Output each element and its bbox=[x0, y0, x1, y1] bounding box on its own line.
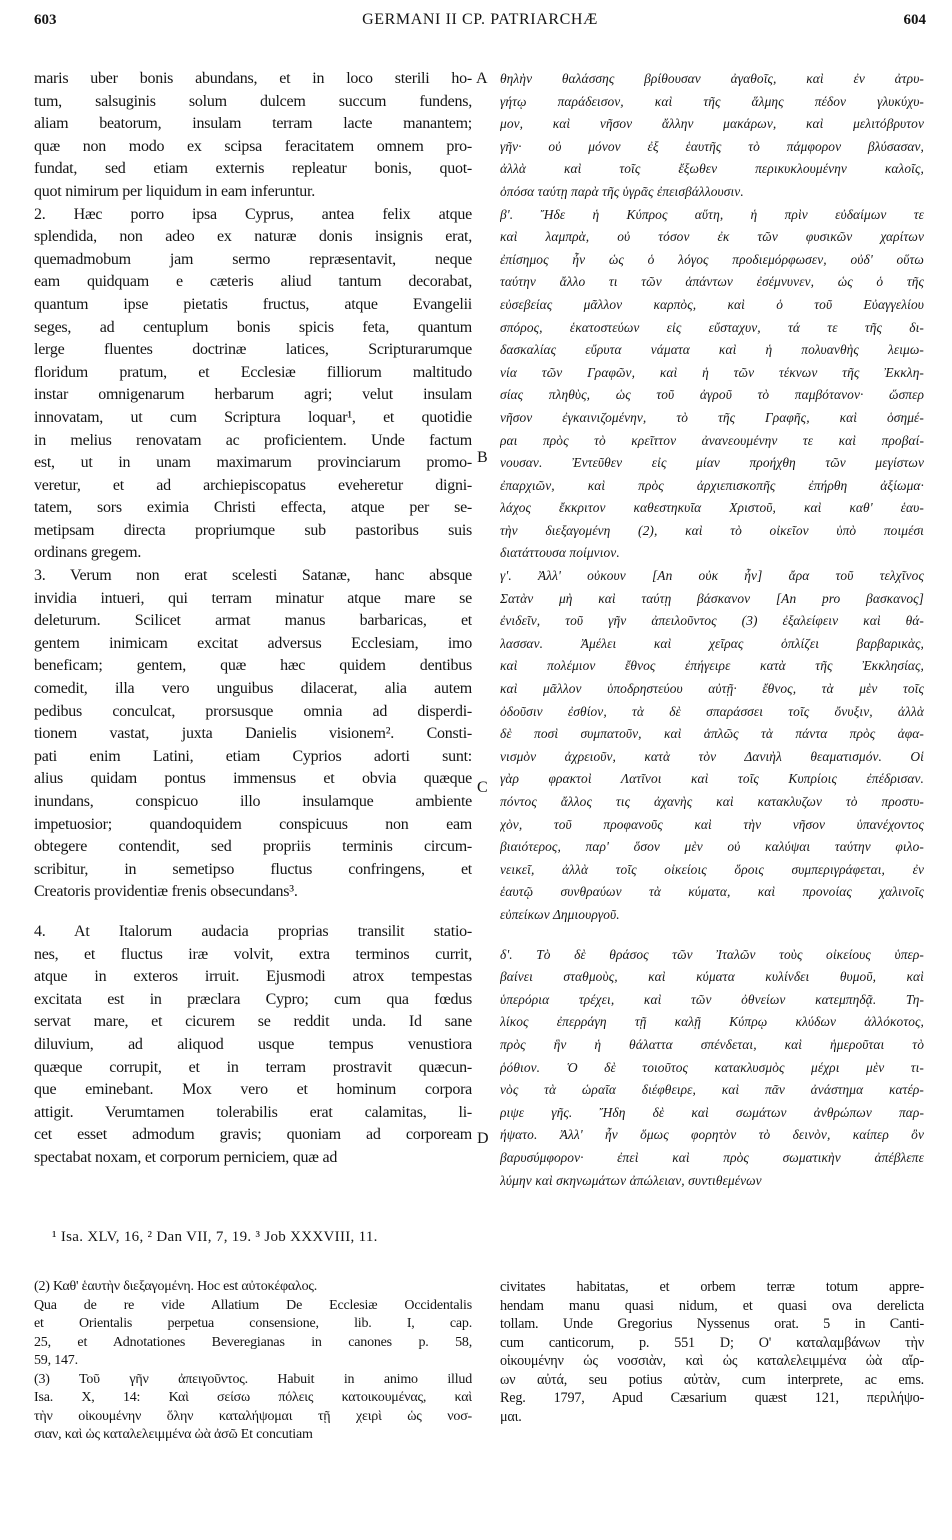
greek-text-line: ἀλλὰ καὶ τοῖς ἔξωθεν περικυκλουμένην καλοῖς, bbox=[500, 161, 924, 177]
greek-text-line: εὐσεβείας μᾶλλον καρπὸς, καὶ ὁ τοῦ Εὐαγγελίου bbox=[500, 296, 924, 312]
note-line: 25, et Adnotationes Beveregianas in canones p. 58, bbox=[34, 1334, 472, 1350]
greek-text-line: βαίνει σταθμοὺς, καὶ κύματα κυλίνδει θυμοῦ, καὶ bbox=[500, 969, 924, 985]
latin-text-line: in melius renovatam ac proficientem. Unde factum bbox=[34, 431, 472, 449]
greek-text-line: χὸν, τοῦ προφανοῦς καὶ τὴν νῆσον ὑπανέχοντος bbox=[500, 816, 924, 832]
latin-text-line: 3. Verum non erat scelesti Satanæ, hanc absque bbox=[34, 567, 472, 585]
greek-text-line: νὸς τὰ ὡραῖα διέφθειρε, καὶ πᾶν ἀνάστημα κατέρ- bbox=[500, 1082, 924, 1098]
section-marker-a: A bbox=[476, 70, 488, 87]
left-page-number: 603 bbox=[34, 12, 57, 28]
scripture-footnotes: ¹ Isa. XLV, 16, ² Dan VII, 7, 19. ³ Job XXXVIII, 11. bbox=[52, 1229, 378, 1245]
latin-text-line: deleturum. Scilicet armat manus barbaricas, et bbox=[34, 612, 472, 630]
greek-text-line: πόντος ἄλλος τις ἀχανὴς καὶ κατακλυζων τὸ προστυ- bbox=[500, 794, 924, 809]
latin-text-line: quæ non modo ex scipsa feracitatem omnem pro- bbox=[34, 137, 472, 155]
latin-text-line: veretur, et ad archiepiscopatus eveheretur digni- bbox=[34, 476, 472, 494]
latin-text-line: pati enim Latini, etiam Cyprios adorti sunt: bbox=[34, 747, 472, 765]
latin-text-line: tatem, sors eximia Christi effecta, atque per se- bbox=[34, 499, 472, 517]
greek-text-line: λύμην καὶ σκηνωμάτων ἀπώλειαν, συντιθεμένων bbox=[500, 1172, 762, 1188]
greek-text-line: δὲ ποσὶ συμπατοῦν, καὶ ἁπλῶς τὰ πάντα πρὸς ἀφα- bbox=[500, 726, 924, 742]
latin-text-line: impetuosior; quandoquidem conspicuus non eam bbox=[34, 815, 472, 833]
note-line: civitates habitatas, et orbem terræ totum appre- bbox=[500, 1279, 924, 1295]
latin-text-line: seges, ad centuplum bonis spicis feta, quantum bbox=[34, 318, 472, 336]
greek-text-line: νουσαν. Ἐντεῦθεν εἰς μίαν προήχθη τῶν μεγίστων bbox=[500, 455, 924, 471]
page-header bbox=[34, 8, 926, 38]
greek-text-line: ἐνιδεῖν, τοῦ γῆν ἀπειλοῦντος (3) ἐξαλείφειν καὶ θά- bbox=[500, 613, 924, 629]
note-line: (2) Καθ' ἑαυτὴν διεξαγομένη. Hoc est αὐτοκέφαλος. bbox=[34, 1279, 318, 1294]
note-line: οἰκουμένην ὡς νοσσιὰν, καὶ ὡς καταλελειμμένα ὠὰ αἴρ- bbox=[500, 1353, 924, 1369]
greek-column bbox=[500, 68, 924, 1192]
right-page-number: 604 bbox=[903, 12, 926, 28]
latin-text-line: splendida, non adeo ex naturæ donis insignis erat, bbox=[34, 228, 472, 246]
latin-text-line: innovatam, ut cum Scriptura loquar¹, et quotidie bbox=[34, 408, 472, 426]
note-line: ων αὐτά, seu potius αὐτὰν, cum interprete, ac ems. bbox=[500, 1371, 924, 1388]
notes-left-column bbox=[34, 1278, 472, 1445]
section-marker-b: B bbox=[477, 449, 488, 466]
latin-text-line: attigit. Verumtamen tolerabilis erat calamitas, li- bbox=[34, 1103, 472, 1121]
latin-text-line: excitata est in præclara Cypro; cum qua fœdus bbox=[34, 990, 472, 1008]
latin-text-line: alius quidam pontus immensus et obvia quæque bbox=[34, 770, 472, 788]
section-marker-c: C bbox=[477, 779, 488, 796]
latin-text-line: cet esset admodum gravis; quoniam ad corpoream bbox=[34, 1126, 472, 1144]
greek-text-line: γὰρ φρακτοὶ Λατῖνοι καὶ τοῖς Κυπρίοις ἐπέδρισαν. bbox=[500, 771, 924, 787]
latin-text-line: aliam beatorum, insulam terram lacte manantem; bbox=[34, 115, 472, 133]
notes-right-column bbox=[500, 1278, 924, 1426]
greek-text-line: δ'. Τὸ δὲ θράσος τῶν Ἰταλῶν τοὺς οἰκείους ὑπερ- bbox=[500, 946, 924, 962]
greek-text-line: λάχος ἔκκριτον καθεστηκυῖα Χριστοῦ, καὶ καθ' ἑαυ- bbox=[500, 500, 924, 516]
greek-text-line: λίκος ἐπερράγη τῇ καλῇ Κύπρῳ κλύδων ἀλλόκοτος, bbox=[500, 1014, 924, 1030]
greek-text-line: ὀδοῦσιν ἐσθίον, τὰ δὲ σπαράσσει τοῖς ὄνυξιν, ἀλλὰ bbox=[500, 703, 924, 719]
greek-text-line: ήψατο. Ἀλλ' ἦν ὅμως φορητὸν τὸ δεινὸν, καίπερ ὂν bbox=[500, 1127, 924, 1143]
greek-text-line: γήτῳ παράδεισον, καὶ τῆς ἅλμης πέδον γλυκύχυ- bbox=[500, 93, 924, 109]
greek-text-line: ῥόθιον. Ὁ δὲ τοιοῦτος κατακλυσμὸς μέχρι μὲν τι- bbox=[500, 1059, 924, 1075]
greek-text-line: διατάττουσα ποίμνιον. bbox=[500, 545, 620, 561]
latin-text-line: gentem inimicam excitat adversus Ecclesiam, imo bbox=[34, 634, 472, 652]
latin-text-line: tionem vastat, juxta Danielis visionem². Consti- bbox=[34, 725, 472, 743]
note-line: Isa. X, 14: Καὶ σείσω πόλεις κατοικουμένας, καὶ bbox=[34, 1390, 472, 1405]
note-line: τὴν οἰκουμένην ὅλην καταλήψομαι τῇ χειρὶ ὡς νοσ- bbox=[34, 1408, 472, 1424]
greek-text-line: ἑαυτῷ συνθραύων τὰ κύματα, καὶ προνοίας χαλινοῖς bbox=[500, 884, 924, 900]
note-line: et Orientalis perpetua consensione, lib. I, cap. bbox=[34, 1316, 472, 1331]
greek-text-line: Σατὰν μὴ καὶ ταύτῃ βάσκανον [An pro βασκανος] bbox=[500, 590, 924, 606]
latin-text-line: floridum pratum, et Ecclesiæ filliorum maltitudo bbox=[34, 363, 472, 381]
greek-text-line: ἐπαρχιῶν, καὶ πρὸς ἀρχιεπισκοπῆς ἐπήρθη ἀξίωμα· bbox=[500, 477, 924, 493]
greek-text-line: β'. Ἤδε ἡ Κύπρος αὕτη, ἡ πρὶν εὐδαίμων τε bbox=[500, 206, 924, 222]
greek-text-line: ἐπίσημος ἦν ὡς ὁ λόγος προδιεμόρφωσεν, οὐδ' οὕτω bbox=[500, 251, 924, 267]
latin-text-line: atque in exteros irruit. Ejusmodi atrox tempestas bbox=[34, 968, 472, 986]
note-line: (3) Τοῦ γῆν ἀπειγοῦντος. Habuit in animo illud bbox=[34, 1371, 472, 1387]
latin-text-line: que eminebant. Mox vero et hominum corpora bbox=[34, 1081, 472, 1099]
greek-text-line: βαρυσύμφορον· ἐπεὶ καὶ πρὸς σωματικὴν ἀπέβλεπε bbox=[500, 1149, 924, 1165]
note-line: σιαν, καὶ ὡς καταλελειμμένα ὠὰ ἀσῶ Et concutiam bbox=[34, 1427, 313, 1442]
latin-column bbox=[34, 68, 472, 1170]
latin-text-line: 4. At Italorum audacia proprias transilit statio- bbox=[34, 922, 472, 940]
latin-text-line: maris uber bonis abundans, et in loco sterili ho- bbox=[34, 70, 472, 87]
latin-text-line: est, ut in unam maximarum provinciarum promo- bbox=[34, 454, 472, 472]
latin-text-line: eam quidquam e cæteris aliud tantum decorabat, bbox=[34, 273, 472, 291]
latin-text-line: inundans, conspicuo illo insulamque ambiente bbox=[34, 793, 472, 810]
latin-text-line: scribitur, in semetipso fluctus confringens, et bbox=[34, 860, 472, 878]
section-marker-d: D bbox=[477, 1130, 489, 1147]
latin-text-line: quantum ipse pietatis fructus, atque Evangelii bbox=[34, 295, 472, 313]
greek-text-line: γῆν· οὐ μόνον ἐξ ἑαυτῆς τὸ πάμφορον βλύσασαν, bbox=[500, 138, 924, 154]
greek-text-line: ὑπερόρια τρέχει, καὶ τῶν ὀθνείων κατεμπηδᾷ. Τη- bbox=[500, 991, 924, 1007]
latin-text-line: comedit, illa vero unguibus dilacerat, alia autem bbox=[34, 680, 472, 698]
greek-text-line: πρὸς ἣν ἡ θάλαττα σπένδεται, καὶ ἡμεροῦται τὸ bbox=[500, 1036, 924, 1052]
greek-text-line: ριψε γῆς. Ἤδη δὲ καὶ σωμάτων ἀνθρώπων παρ- bbox=[500, 1104, 924, 1120]
latin-text-line: obtegere contendit, sed propriis terminis circum- bbox=[34, 838, 472, 856]
note-line: Qua de re vide Allatium De Ecclesiæ Occidentalis bbox=[34, 1297, 472, 1313]
greek-text-line: τὴν διεξαγομένη (2), καὶ τὸ οἰκεῖον ὑπὸ ποιμέσι bbox=[500, 522, 924, 538]
greek-text-line: λασσαν. Ἀμέλει καὶ χεῖρας ὁπλίζει βαρβαρικὰς, bbox=[500, 635, 924, 651]
latin-text-line: quot nimirum per liquidum in eam inferuntur. bbox=[34, 182, 315, 200]
greek-text-line: νία τῶν Γραφῶν, καὶ ἡ τῶν τέκνων τῆς Ἐκκλη- bbox=[500, 364, 924, 380]
greek-text-line: θηλὴν θαλάσσης βρίθουσαν ἀγαθοῖς, καὶ ἐν ἀτρυ- bbox=[500, 71, 924, 86]
latin-text-line: instar omnigenarum herbarum agri; velut insulam bbox=[34, 386, 472, 404]
greek-text-line: νισμὸν ἀχρειοῦν, κατὰ τὸν Δανιὴλ θεαματισμόν. Οἱ bbox=[500, 748, 924, 764]
greek-text-line: σπόρος, ἑκατοστεύων εἰς εὔσταχυν, τά τε τῆς δι- bbox=[500, 319, 924, 335]
latin-text-line: beneficam; gentem, quæ hæc quidem dentibus bbox=[34, 657, 472, 675]
note-line: cum canticorum, p. 551 D; Ο' καταλαμβάνων τὴν bbox=[500, 1334, 924, 1351]
latin-text-line: 2. Hæc porro ipsa Cyprus, antea felix atque bbox=[34, 205, 472, 223]
greek-text-line: εὐπείκων Δημιουργοῦ. bbox=[500, 906, 620, 922]
latin-text-line: servat mare, et cicurem se reddit unda. Id sane bbox=[34, 1013, 472, 1031]
note-line: hendam manu quasi nidum, et quasi ova derelicta bbox=[500, 1297, 924, 1314]
note-line: tollam. Unde Gregorius Nyssenus orat. 5 in Canti- bbox=[500, 1316, 924, 1332]
latin-text-line: nes, et fluctus iræ volvit, extra terminos currit, bbox=[34, 945, 472, 963]
latin-text-line: spectabat noxam, et corporum perniciem, quæ ad bbox=[34, 1148, 338, 1166]
latin-text-line: tum, salsuginis solum dulcem succum fundens, bbox=[34, 92, 472, 110]
greek-text-line: γ'. Ἀλλ' οὐκουν [An οὐκ ἦν] ἄρα τοῦ τελχῖνος bbox=[500, 568, 924, 584]
greek-text-line: καὶ μᾶλλον ὑποδρηστεύου αὐτῇ· ἔθνος, τὰ μὲν τοῖς bbox=[500, 681, 924, 697]
greek-text-line: ὁπόσα ταύτῃ παρὰ τῆς ὑγρᾶς ἐπεισβάλλουσιν. bbox=[500, 183, 744, 199]
running-title: GERMANI II CP. PATRIARCHÆ bbox=[362, 11, 598, 28]
greek-text-line: ταύτην ἄλλο τι τῶν ἁπάντων ἐσέμνυνεν, ὡς ὁ τῆς bbox=[500, 274, 924, 290]
latin-text-line: metipsam directa propriumque sub pastoribus suis bbox=[34, 521, 472, 539]
greek-text-line: μον, καὶ νῆσον ἄλλην μακάρων, καὶ μελιτόβρυτον bbox=[500, 116, 924, 132]
greek-text-line: καὶ λαμπρὰ, οὐ τόσον ἐκ τῶν φυσικῶν χαρίτων bbox=[500, 229, 924, 245]
greek-text-line: καὶ πολέμιον ἔθνος ἐπήγειρε κατὰ τῆς Ἐκκλησίας, bbox=[500, 658, 924, 674]
latin-text-line: diluvium, ad aliquod usque tempus venustiora bbox=[34, 1035, 472, 1053]
greek-text-line: σίας πληθὺς, ὡς τοῦ ἀγροῦ τὸ παμβότανον· ὥσπερ bbox=[500, 387, 924, 403]
latin-text-line: ordinans gregem. bbox=[34, 544, 142, 562]
latin-text-line: quemadmobum jam sermo repræsentavit, neque bbox=[34, 250, 472, 268]
greek-text-line: βιαιότερος, παρ' ὅσον μὲν οὐ καλύψαι ταύτην φιλο- bbox=[500, 839, 924, 855]
greek-text-line: ραι πρὸς τὸ κρεῖττον ἀνανεουμένην τε καὶ προβαί- bbox=[500, 432, 924, 448]
latin-text-line: Creatoris providentiæ frenis obsecundans³. bbox=[34, 883, 298, 901]
note-line: 59, 147. bbox=[34, 1353, 78, 1368]
note-line: μαι. bbox=[500, 1408, 522, 1425]
latin-text-line: quæque corrupit, et in terram prostravit quæcun- bbox=[34, 1058, 472, 1076]
greek-text-line: νεικεῖ, ἀλλὰ τοῖς οἰκείοις ὅροις συμπεριγράφεται, ἐν bbox=[500, 861, 924, 877]
latin-text-line: invidia intueri, qui terram minatur atque mare se bbox=[34, 589, 472, 607]
latin-text-line: lerge fluentes doctrinæ latices, Scripturarumque bbox=[34, 341, 472, 359]
greek-text-line: δασκαλίας εὔρυτα νάματα καὶ ἡ πολυανθὴς λειμω- bbox=[500, 342, 924, 358]
latin-text-line: fundat, sed etiam externis repleatur bonis, quot- bbox=[34, 160, 472, 178]
greek-text-line: νῆσον ἐγκαινιζομένην, τὸ τῆς Γραφῆς, καὶ ὁσημέ- bbox=[500, 409, 924, 425]
latin-text-line: pedibus conculcat, prorsusque omnia ad disperdi- bbox=[34, 702, 472, 720]
note-line: Reg. 1797, Apud Cæsarium quæst 121, περιλήψο- bbox=[500, 1390, 924, 1406]
